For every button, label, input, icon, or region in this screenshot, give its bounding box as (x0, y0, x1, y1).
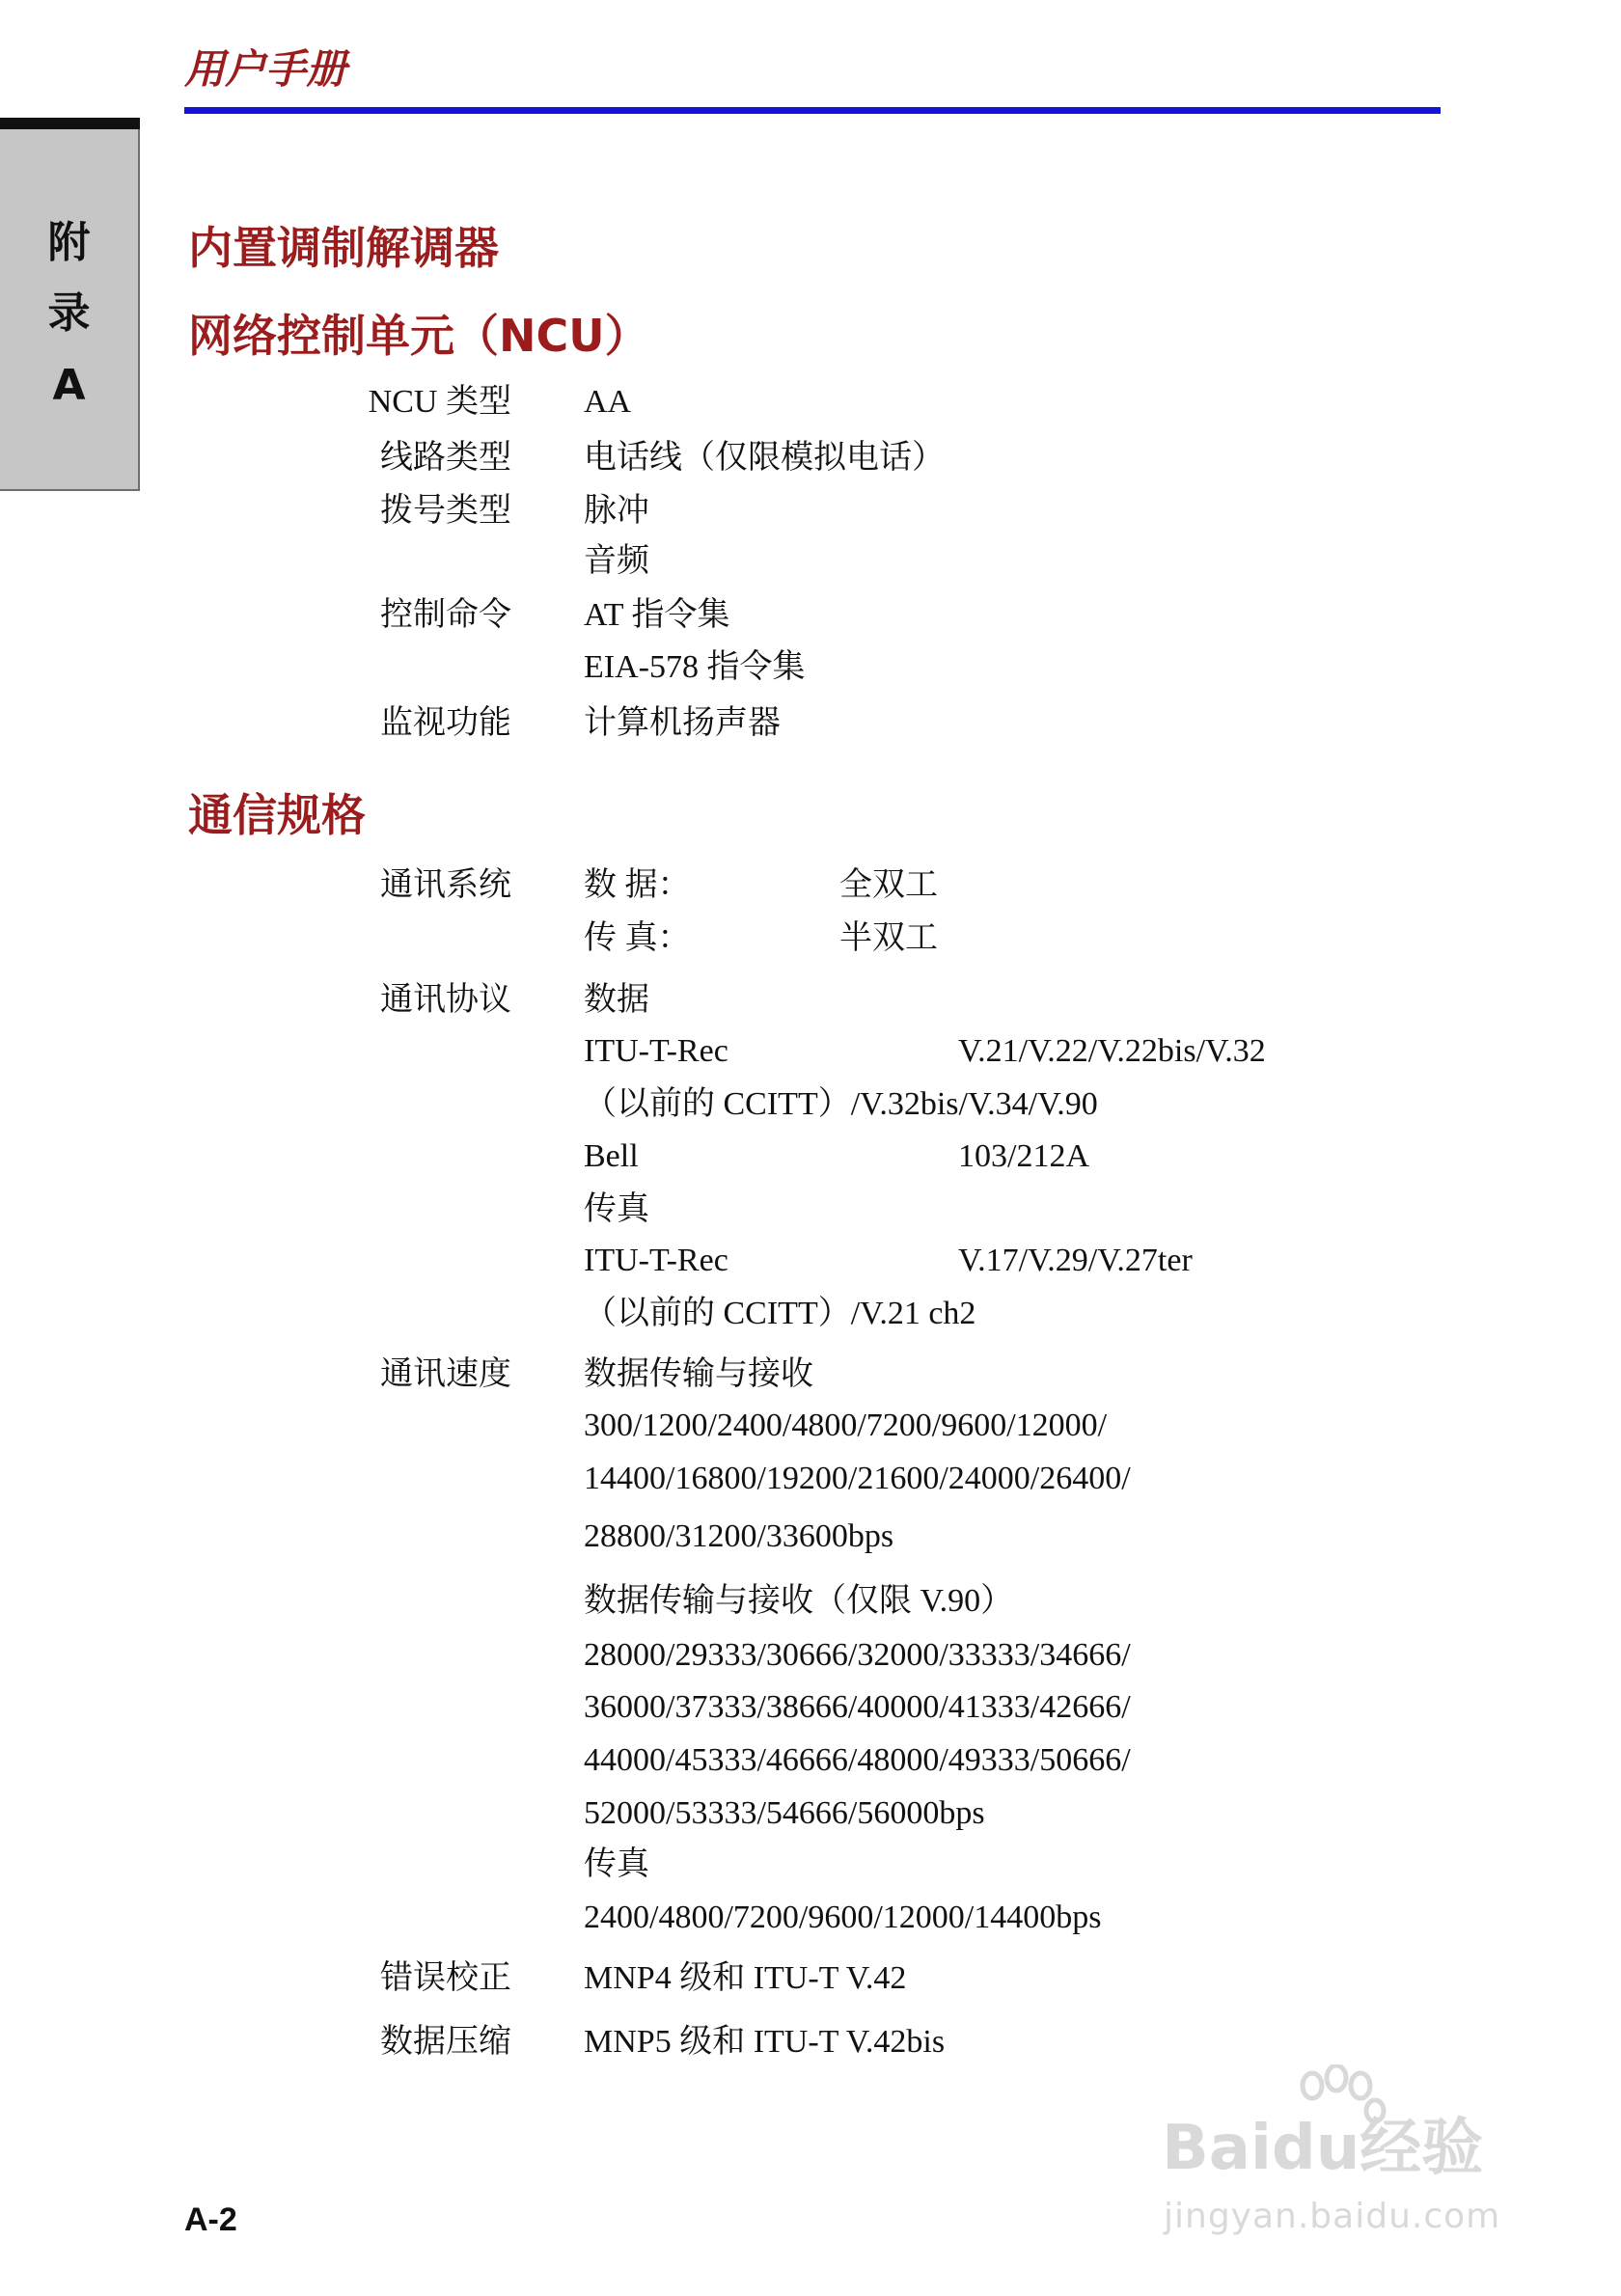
spec-label: NCU 类型 (368, 384, 511, 420)
spec-value: 全双工 (839, 867, 938, 903)
spec-value: 28800/31200/33600bps (584, 1518, 894, 1554)
side-tab-char: 附 (47, 218, 91, 267)
spec-value: 数据 (584, 982, 649, 1018)
section-heading-ncu: 网络控制单元（NCU） (188, 310, 649, 362)
section-heading-comm-specs: 通信规格 (188, 789, 366, 841)
spec-value: V.21/V.22/V.22bis/V.32 (958, 1033, 1266, 1069)
spec-value: 传真 (584, 1846, 649, 1882)
spec-value: （以前的 CCITT）/V.21 ch2 (584, 1296, 976, 1331)
header-rule (184, 107, 1441, 114)
spec-label: 控制命令 (380, 597, 511, 633)
page-number: A-2 (184, 2201, 237, 2238)
spec-key: 数 据： (584, 867, 691, 903)
spec-value: （以前的 CCITT）/V.32bis/V.34/V.90 (584, 1086, 1098, 1122)
spec-value: 数据传输与接收 (584, 1356, 813, 1392)
spec-value: 36000/37333/38666/40000/41333/42666/ (584, 1689, 1131, 1725)
side-tab-top-bar (0, 118, 140, 129)
spec-value: 28000/29333/30666/32000/33333/34666/ (584, 1637, 1131, 1673)
running-header-title: 用户手册 (184, 45, 347, 93)
spec-value: AA (584, 384, 632, 420)
spec-value: 半双工 (839, 920, 938, 956)
baidu-watermark-logo (1162, 2115, 1483, 2182)
spec-value: V.17/V.29/V.27ter (958, 1243, 1193, 1278)
spec-label: 通讯协议 (380, 982, 511, 1018)
spec-label: 错误校正 (380, 1960, 511, 1996)
spec-label: 通讯系统 (380, 867, 511, 903)
spec-value: 计算机扬声器 (584, 705, 781, 741)
spec-value: 52000/53333/54666/56000bps (584, 1795, 985, 1831)
watermark-brand-left: Bai (1162, 2113, 1272, 2184)
spec-value: 2400/4800/7200/9600/12000/14400bps (584, 1900, 1102, 1935)
spec-value: 103/212A (958, 1138, 1089, 1174)
spec-key: ITU-T-Rec (584, 1033, 728, 1069)
section-heading-modem: 内置调制解调器 (188, 222, 499, 274)
spec-value: 300/1200/2400/4800/7200/9600/12000/ (584, 1408, 1108, 1443)
spec-label: 线路类型 (380, 440, 511, 476)
spec-value: 44000/45333/46666/48000/49333/50666/ (584, 1742, 1131, 1778)
spec-value: MNP4 级和 ITU-T V.42 (584, 1960, 907, 1996)
spec-key: 传 真： (584, 920, 691, 956)
side-tab-char: A (52, 361, 86, 410)
spec-label: 数据压缩 (380, 2024, 511, 2060)
spec-value: 音频 (584, 543, 649, 579)
spec-key: Bell (584, 1138, 639, 1174)
watermark-url: jingyan.baidu.com (1164, 2197, 1501, 2236)
spec-key: ITU-T-Rec (584, 1243, 728, 1278)
spec-label: 拨号类型 (380, 493, 511, 529)
spec-value: AT 指令集 (584, 597, 730, 633)
spec-value: 数据传输与接收（仅限 V.90） (584, 1583, 1014, 1619)
spec-label: 通讯速度 (380, 1356, 511, 1392)
spec-value: 脉冲 (584, 493, 649, 529)
spec-value: 传真 (584, 1191, 649, 1227)
watermark-brand-right: du (1271, 2113, 1360, 2184)
watermark-brand-cn: 经验 (1360, 2113, 1484, 2184)
spec-value: MNP5 级和 ITU-T V.42bis (584, 2024, 946, 2060)
spec-label: 监视功能 (380, 705, 511, 741)
spec-value: 电话线（仅限模拟电话） (584, 440, 945, 476)
side-tab-char: 录 (47, 288, 91, 338)
spec-value: EIA-578 指令集 (584, 649, 806, 685)
appendix-side-tab (0, 118, 140, 491)
spec-value: 14400/16800/19200/21600/24000/26400/ (584, 1461, 1131, 1496)
